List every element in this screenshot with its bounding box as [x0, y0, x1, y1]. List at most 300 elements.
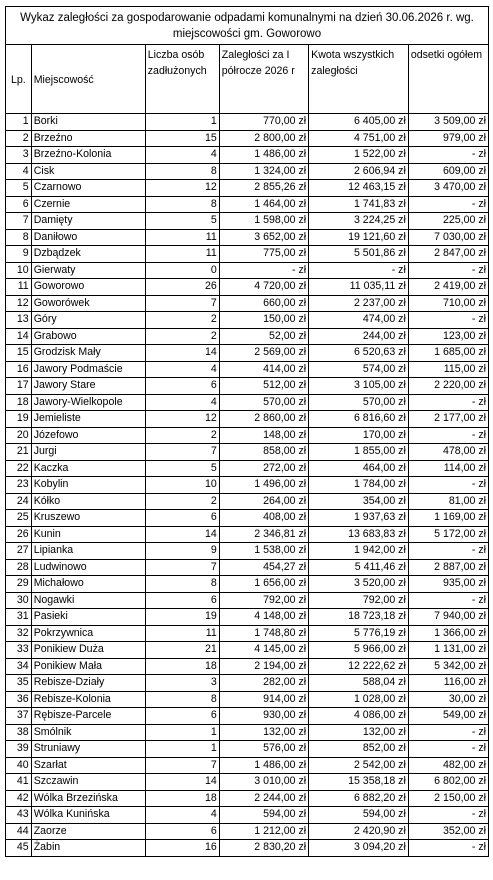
cell-persons: 5: [145, 460, 219, 477]
cell-interest: 81,00 zł: [408, 493, 488, 510]
cell-place: Jawory-Wielkopole: [31, 394, 145, 411]
cell-interest: - zł: [408, 840, 488, 857]
cell-lp: 43: [6, 807, 32, 824]
cell-total: 6 405,00 zł: [309, 114, 409, 131]
cell-arrears: 1 598,00 zł: [219, 213, 308, 230]
cell-lp: 16: [6, 361, 32, 378]
cell-interest: - zł: [408, 147, 488, 164]
cell-lp: 30: [6, 592, 32, 609]
cell-total: 2 542,00 zł: [309, 757, 409, 774]
cell-persons: 9: [145, 543, 219, 560]
table-body: [6, 114, 489, 857]
cell-persons: 1: [145, 724, 219, 741]
table-row: [6, 312, 489, 329]
cell-place: Damięty: [31, 213, 145, 230]
cell-arrears: 930,00 zł: [219, 708, 308, 725]
cell-persons: 7: [145, 757, 219, 774]
cell-lp: 6: [6, 196, 32, 213]
cell-arrears: 264,00 zł: [219, 493, 308, 510]
cell-lp: 36: [6, 691, 32, 708]
cell-total: 852,00 zł: [309, 741, 409, 758]
cell-persons: 11: [145, 246, 219, 263]
cell-persons: 1: [145, 741, 219, 758]
cell-arrears: 3 010,00 zł: [219, 774, 308, 791]
cell-total: 574,00 zł: [309, 361, 409, 378]
cell-lp: 26: [6, 526, 32, 543]
cell-total: 792,00 zł: [309, 592, 409, 609]
cell-place: Rebisze-Kolonia: [31, 691, 145, 708]
cell-total: 18 723,18 zł: [309, 609, 409, 626]
cell-persons: 21: [145, 642, 219, 659]
spreadsheet: [5, 6, 489, 857]
cell-total: 1 522,00 zł: [309, 147, 409, 164]
cell-arrears: 792,00 zł: [219, 592, 308, 609]
cell-lp: 27: [6, 543, 32, 560]
cell-total: 1 855,00 zł: [309, 444, 409, 461]
cell-lp: 28: [6, 559, 32, 576]
cell-total: 474,00 zł: [309, 312, 409, 329]
cell-total: 5 776,19 zł: [309, 625, 409, 642]
cell-total: 2 606,94 zł: [309, 163, 409, 180]
cell-arrears: 148,00 zł: [219, 427, 308, 444]
cell-place: Grabowo: [31, 328, 145, 345]
cell-persons: 1: [145, 114, 219, 131]
cell-interest: - zł: [408, 807, 488, 824]
cell-total: 6 882,20 zł: [309, 790, 409, 807]
cell-lp: 32: [6, 625, 32, 642]
cell-persons: 6: [145, 378, 219, 395]
cell-arrears: 570,00 zł: [219, 394, 308, 411]
cell-persons: 14: [145, 345, 219, 362]
cell-persons: 26: [145, 279, 219, 296]
cell-place: Borki: [31, 114, 145, 131]
cell-arrears: 2 346,81 zł: [219, 526, 308, 543]
cell-total: 5 501,86 zł: [309, 246, 409, 263]
cell-lp: 42: [6, 790, 32, 807]
cell-place: Ludwinowo: [31, 559, 145, 576]
table-row: [6, 427, 489, 444]
cell-total: 1 741,83 zł: [309, 196, 409, 213]
table-row: [6, 246, 489, 263]
cell-persons: 11: [145, 625, 219, 642]
table-row: [6, 295, 489, 312]
cell-persons: 18: [145, 790, 219, 807]
table-row: [6, 592, 489, 609]
cell-interest: 482,00 zł: [408, 757, 488, 774]
cell-interest: 549,00 zł: [408, 708, 488, 725]
cell-place: Brzeźno-Kolonia: [31, 147, 145, 164]
cell-total: 3 094,20 zł: [309, 840, 409, 857]
cell-persons: 12: [145, 411, 219, 428]
header-place: Miejscowość: [31, 45, 145, 114]
cell-place: Michałowo: [31, 576, 145, 593]
cell-interest: 1 366,00 zł: [408, 625, 488, 642]
cell-total: 13 683,83 zł: [309, 526, 409, 543]
cell-total: 3 224,25 zł: [309, 213, 409, 230]
cell-lp: 17: [6, 378, 32, 395]
cell-arrears: 414,00 zł: [219, 361, 308, 378]
table-row: [6, 213, 489, 230]
cell-place: Jemieliste: [31, 411, 145, 428]
cell-interest: - zł: [408, 724, 488, 741]
cell-persons: 0: [145, 262, 219, 279]
table-row: [6, 724, 489, 741]
cell-total: 12 463,15 zł: [309, 180, 409, 197]
cell-interest: - zł: [408, 477, 488, 494]
cell-arrears: 2 860,00 zł: [219, 411, 308, 428]
cell-persons: 7: [145, 295, 219, 312]
cell-place: Góry: [31, 312, 145, 329]
table-row: [6, 279, 489, 296]
cell-arrears: 1 748,80 zł: [219, 625, 308, 642]
cell-persons: 2: [145, 328, 219, 345]
table-row: [6, 229, 489, 246]
title-line-1: Wykaz zaległości za gospodarowanie odpadami komunalnymi na dzień 30.06.2026 r. wg.: [20, 12, 474, 24]
cell-persons: 7: [145, 444, 219, 461]
cell-interest: 5 172,00 zł: [408, 526, 488, 543]
cell-arrears: 914,00 zł: [219, 691, 308, 708]
cell-arrears: 4 145,00 zł: [219, 642, 308, 659]
cell-total: 2 420,90 zł: [309, 823, 409, 840]
cell-place: Smólnik: [31, 724, 145, 741]
cell-place: Zaorze: [31, 823, 145, 840]
cell-interest: 979,00 zł: [408, 130, 488, 147]
cell-total: 594,00 zł: [309, 807, 409, 824]
cell-lp: 40: [6, 757, 32, 774]
cell-place: Goworowo: [31, 279, 145, 296]
cell-interest: - zł: [408, 196, 488, 213]
cell-place: Czarnowo: [31, 180, 145, 197]
cell-lp: 37: [6, 708, 32, 725]
cell-arrears: 858,00 zł: [219, 444, 308, 461]
cell-interest: - zł: [408, 312, 488, 329]
cell-lp: 22: [6, 460, 32, 477]
cell-persons: 8: [145, 196, 219, 213]
table-row: [6, 378, 489, 395]
cell-lp: 33: [6, 642, 32, 659]
cell-lp: 18: [6, 394, 32, 411]
cell-arrears: 512,00 zł: [219, 378, 308, 395]
cell-interest: - zł: [408, 427, 488, 444]
table-row: [6, 625, 489, 642]
cell-persons: 4: [145, 361, 219, 378]
table-row: [6, 840, 489, 857]
cell-lp: 20: [6, 427, 32, 444]
cell-total: 170,00 zł: [309, 427, 409, 444]
cell-place: Kobylin: [31, 477, 145, 494]
cell-interest: 1 169,00 zł: [408, 510, 488, 527]
cell-arrears: 1 656,00 zł: [219, 576, 308, 593]
cell-place: Nogawki: [31, 592, 145, 609]
cell-persons: 18: [145, 658, 219, 675]
cell-place: Ponikiew Mała: [31, 658, 145, 675]
cell-arrears: 1 212,00 zł: [219, 823, 308, 840]
table-row: [6, 130, 489, 147]
cell-lp: 7: [6, 213, 32, 230]
cell-total: 132,00 zł: [309, 724, 409, 741]
cell-total: 5 411,46 zł: [309, 559, 409, 576]
table-row: [6, 790, 489, 807]
cell-lp: 41: [6, 774, 32, 791]
cell-interest: 2 887,00 zł: [408, 559, 488, 576]
cell-total: 244,00 zł: [309, 328, 409, 345]
cell-persons: 16: [145, 840, 219, 857]
table-row: [6, 609, 489, 626]
cell-place: Jawory Stare: [31, 378, 145, 395]
cell-lp: 29: [6, 576, 32, 593]
cell-interest: - zł: [408, 592, 488, 609]
table-row: [6, 361, 489, 378]
table-row: [6, 444, 489, 461]
cell-total: 570,00 zł: [309, 394, 409, 411]
table-row: [6, 262, 489, 279]
table-row: [6, 526, 489, 543]
cell-lp: 44: [6, 823, 32, 840]
cell-persons: 4: [145, 394, 219, 411]
cell-interest: 3 470,00 zł: [408, 180, 488, 197]
cell-place: Kruszewo: [31, 510, 145, 527]
cell-interest: 7 030,00 zł: [408, 229, 488, 246]
cell-interest: - zł: [408, 543, 488, 560]
table-row: [6, 477, 489, 494]
cell-interest: 1 131,00 zł: [408, 642, 488, 659]
cell-place: Lipianka: [31, 543, 145, 560]
cell-persons: 12: [145, 180, 219, 197]
header-row: [6, 45, 489, 114]
cell-arrears: 2 569,00 zł: [219, 345, 308, 362]
cell-place: Gierwaty: [31, 262, 145, 279]
cell-persons: 10: [145, 477, 219, 494]
cell-interest: 123,00 zł: [408, 328, 488, 345]
cell-persons: 11: [145, 229, 219, 246]
cell-persons: 5: [145, 213, 219, 230]
table-row: [6, 559, 489, 576]
cell-lp: 10: [6, 262, 32, 279]
cell-total: 3 520,00 zł: [309, 576, 409, 593]
table-row: [6, 510, 489, 527]
arrears-table: [5, 44, 489, 857]
cell-lp: 11: [6, 279, 32, 296]
cell-place: Józefowo: [31, 427, 145, 444]
cell-lp: 13: [6, 312, 32, 329]
table-row: [6, 493, 489, 510]
cell-arrears: 408,00 zł: [219, 510, 308, 527]
cell-interest: - zł: [408, 741, 488, 758]
cell-interest: 116,00 zł: [408, 675, 488, 692]
cell-interest: 6 802,00 zł: [408, 774, 488, 791]
cell-place: Brzeźno: [31, 130, 145, 147]
cell-total: - zł: [309, 262, 409, 279]
cell-arrears: 2 830,20 zł: [219, 840, 308, 857]
cell-place: Wólka Brzezińska: [31, 790, 145, 807]
table-row: [6, 345, 489, 362]
cell-interest: 225,00 zł: [408, 213, 488, 230]
cell-interest: 3 509,00 zł: [408, 114, 488, 131]
cell-total: 464,00 zł: [309, 460, 409, 477]
cell-interest: 478,00 zł: [408, 444, 488, 461]
cell-persons: 8: [145, 576, 219, 593]
table-row: [6, 823, 489, 840]
table-row: [6, 675, 489, 692]
cell-total: 4 751,00 zł: [309, 130, 409, 147]
cell-interest: - zł: [408, 394, 488, 411]
cell-place: Jurgi: [31, 444, 145, 461]
table-row: [6, 691, 489, 708]
cell-arrears: 1 496,00 zł: [219, 477, 308, 494]
cell-lp: 35: [6, 675, 32, 692]
cell-lp: 3: [6, 147, 32, 164]
cell-place: Rebisze-Działy: [31, 675, 145, 692]
cell-persons: 4: [145, 807, 219, 824]
cell-lp: 23: [6, 477, 32, 494]
header-arrears: Zaległości za I półrocze 2026 r: [219, 45, 308, 114]
cell-total: 6 520,63 zł: [309, 345, 409, 362]
cell-interest: 935,00 zł: [408, 576, 488, 593]
cell-persons: 19: [145, 609, 219, 626]
cell-place: Kunin: [31, 526, 145, 543]
cell-persons: 7: [145, 559, 219, 576]
cell-persons: 2: [145, 427, 219, 444]
cell-lp: 5: [6, 180, 32, 197]
table-row: [6, 708, 489, 725]
cell-arrears: 775,00 zł: [219, 246, 308, 263]
cell-interest: 2 419,00 zł: [408, 279, 488, 296]
cell-arrears: 1 486,00 zł: [219, 757, 308, 774]
cell-arrears: 1 324,00 zł: [219, 163, 308, 180]
cell-arrears: 594,00 zł: [219, 807, 308, 824]
cell-total: 5 966,00 zł: [309, 642, 409, 659]
cell-interest: 5 342,00 zł: [408, 658, 488, 675]
cell-lp: 19: [6, 411, 32, 428]
cell-interest: 114,00 zł: [408, 460, 488, 477]
cell-arrears: 454,27 zł: [219, 559, 308, 576]
cell-place: Kółko: [31, 493, 145, 510]
cell-persons: 4: [145, 147, 219, 164]
cell-interest: 115,00 zł: [408, 361, 488, 378]
title-line-2: miejscowości gm. Goworowo: [172, 28, 322, 40]
cell-arrears: 272,00 zł: [219, 460, 308, 477]
cell-place: Wólka Kunińska: [31, 807, 145, 824]
cell-place: Jawory Podmaście: [31, 361, 145, 378]
cell-arrears: 2 244,00 zł: [219, 790, 308, 807]
cell-interest: - zł: [408, 262, 488, 279]
table-row: [6, 196, 489, 213]
cell-place: Czernie: [31, 196, 145, 213]
cell-total: 4 086,00 zł: [309, 708, 409, 725]
cell-total: 2 237,00 zł: [309, 295, 409, 312]
cell-place: Struniawy: [31, 741, 145, 758]
cell-interest: 2 220,00 zł: [408, 378, 488, 395]
cell-lp: 9: [6, 246, 32, 263]
cell-interest: 2 150,00 zł: [408, 790, 488, 807]
cell-place: Rębisze-Parcele: [31, 708, 145, 725]
cell-lp: 45: [6, 840, 32, 857]
cell-lp: 15: [6, 345, 32, 362]
cell-lp: 21: [6, 444, 32, 461]
cell-arrears: 282,00 zł: [219, 675, 308, 692]
table-row: [6, 658, 489, 675]
cell-total: 6 816,60 zł: [309, 411, 409, 428]
cell-arrears: 4 148,00 zł: [219, 609, 308, 626]
cell-lp: 1: [6, 114, 32, 131]
cell-arrears: 1 486,00 zł: [219, 147, 308, 164]
cell-total: 1 028,00 zł: [309, 691, 409, 708]
cell-total: 15 358,18 zł: [309, 774, 409, 791]
cell-place: Cisk: [31, 163, 145, 180]
table-row: [6, 741, 489, 758]
cell-place: Kaczka: [31, 460, 145, 477]
cell-arrears: 150,00 zł: [219, 312, 308, 329]
header-persons: Liczba osób zadłużonych: [145, 45, 219, 114]
cell-place: Żabin: [31, 840, 145, 857]
cell-lp: 4: [6, 163, 32, 180]
cell-interest: 609,00 zł: [408, 163, 488, 180]
cell-persons: 2: [145, 312, 219, 329]
table-row: [6, 460, 489, 477]
cell-arrears: 1 464,00 zł: [219, 196, 308, 213]
cell-lp: 2: [6, 130, 32, 147]
table-row: [6, 543, 489, 560]
cell-place: Daniłowo: [31, 229, 145, 246]
cell-lp: 14: [6, 328, 32, 345]
cell-arrears: 770,00 zł: [219, 114, 308, 131]
sheet-title: [5, 6, 489, 44]
table-row: [6, 114, 489, 131]
cell-persons: 6: [145, 708, 219, 725]
cell-total: 354,00 zł: [309, 493, 409, 510]
cell-lp: 24: [6, 493, 32, 510]
cell-lp: 38: [6, 724, 32, 741]
table-row: [6, 576, 489, 593]
cell-interest: 352,00 zł: [408, 823, 488, 840]
table-row: [6, 163, 489, 180]
cell-arrears: 52,00 zł: [219, 328, 308, 345]
table-row: [6, 642, 489, 659]
cell-place: Goworówek: [31, 295, 145, 312]
table-row: [6, 394, 489, 411]
table-row: [6, 757, 489, 774]
cell-interest: 2 177,00 zł: [408, 411, 488, 428]
cell-arrears: 1 538,00 zł: [219, 543, 308, 560]
cell-arrears: 660,00 zł: [219, 295, 308, 312]
cell-place: Dzbądzek: [31, 246, 145, 263]
cell-persons: 3: [145, 675, 219, 692]
cell-persons: 15: [145, 130, 219, 147]
cell-arrears: 3 652,00 zł: [219, 229, 308, 246]
table-row: [6, 328, 489, 345]
cell-lp: 31: [6, 609, 32, 626]
cell-place: Pasieki: [31, 609, 145, 626]
cell-total: 12 222,62 zł: [309, 658, 409, 675]
cell-total: 1 784,00 zł: [309, 477, 409, 494]
cell-total: 1 942,00 zł: [309, 543, 409, 560]
cell-arrears: - zł: [219, 262, 308, 279]
cell-persons: 6: [145, 592, 219, 609]
cell-interest: 7 940,00 zł: [408, 609, 488, 626]
cell-interest: 1 685,00 zł: [408, 345, 488, 362]
cell-place: Szczawin: [31, 774, 145, 791]
cell-place: Pokrzywnica: [31, 625, 145, 642]
cell-place: Ponikiew Duża: [31, 642, 145, 659]
cell-persons: 8: [145, 691, 219, 708]
cell-total: 19 121,60 zł: [309, 229, 409, 246]
cell-persons: 14: [145, 526, 219, 543]
cell-arrears: 2 855,26 zł: [219, 180, 308, 197]
cell-persons: 6: [145, 823, 219, 840]
cell-interest: 2 847,00 zł: [408, 246, 488, 263]
cell-persons: 2: [145, 493, 219, 510]
cell-lp: 8: [6, 229, 32, 246]
